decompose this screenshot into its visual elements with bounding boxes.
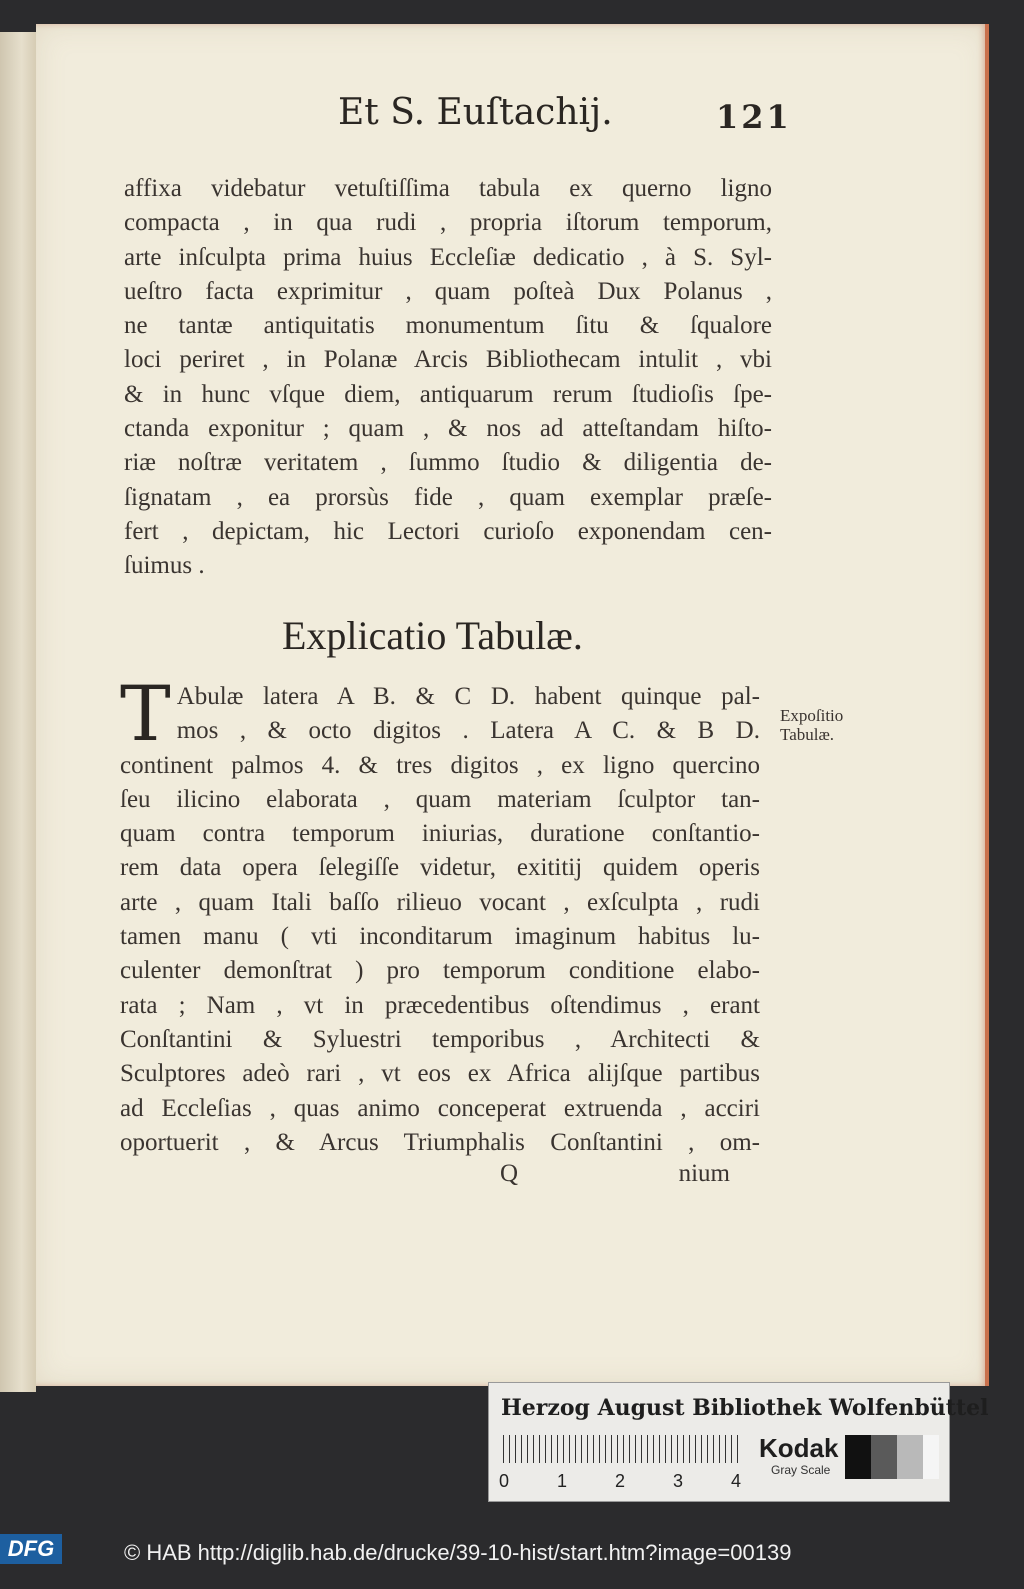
gray-swatch: [871, 1435, 897, 1479]
gray-swatch: [845, 1435, 871, 1479]
copyright-text: © HAB http://diglib.hab.de/drucke/39-10-hist/start.htm?image=00139: [124, 1540, 792, 1565]
running-title: Et S. Euſtachij.: [338, 92, 613, 133]
catchword-row: [500, 1160, 730, 1194]
text-line: affixa videbatur vetuſtiſſima tabula ex querno ligno: [124, 175, 772, 202]
paragraph-1: [124, 172, 772, 584]
marginal-note-line: Tabulæ.: [780, 725, 835, 744]
page-edge: [985, 24, 989, 1386]
color-calibration-card: [488, 1382, 989, 1502]
text-line: loci periret , in Polanæ Arcis Bibliothecam intulit , vbi: [124, 346, 772, 374]
brand-name: Kodak: [759, 1433, 839, 1463]
text-line: ctanda exponitur ; quam , & nos ad atteſtandam hiſto-: [124, 415, 772, 443]
ruler-label: 3: [673, 1471, 684, 1491]
text-line: culenter demonſtrat ) pro temporum conditione elabo-: [120, 957, 760, 985]
text-line: & in hunc vſque diem, antiquarum rerum ſtudioſis ſpe-: [124, 380, 772, 408]
text-line: arte inſculpta prima huius Eccleſiæ dedicatio , à S. Syl-: [124, 243, 772, 271]
drop-cap: T: [120, 669, 171, 758]
text-line: ſuimus .: [124, 552, 205, 580]
text-line: ne tantæ antiquitatis monumentum ſitu & ſqualore: [124, 312, 772, 340]
dfg-logo: DFG: [0, 1534, 62, 1564]
text-line: oportuerit , & Arcus Triumphalis Conſtantini , om-: [120, 1128, 760, 1156]
gray-swatch: [897, 1435, 923, 1479]
text-line: Conſtantini & Syluestri temporibus , Architecti &: [120, 1025, 760, 1053]
signature-mark: Q: [500, 1160, 519, 1187]
paragraph-2: [120, 669, 760, 1160]
text-line: compacta , in qua rudi , propria iſtorum temporum,: [124, 209, 772, 237]
ruler-labels: [499, 1471, 749, 1495]
text-line: mos , & octo digitos . Latera A C. & B D.: [176, 717, 760, 745]
text-line: arte , quam Itali baſſo rilieuo vocant , exſculpta , rudi: [120, 888, 760, 916]
footer-bar: [0, 1526, 1024, 1589]
text-line: ſignatam , ea prorsùs fide , quam exemplar præſe-: [124, 483, 772, 511]
text-line: ad Eccleſias , quas animo conceperat extruenda , acciri: [120, 1094, 760, 1122]
marginal-note: [780, 706, 880, 744]
card-title: Herzog August Bibliothek Wolfenbüttel: [501, 1395, 989, 1421]
ruler-label: 0: [499, 1471, 510, 1491]
ruler-label: 4: [731, 1471, 742, 1491]
ruler-label: 2: [615, 1471, 626, 1491]
ruler-label: 1: [557, 1471, 568, 1491]
text-line: riæ noſtræ veritatem , ſummo ſtudio & diligentia de-: [124, 449, 772, 477]
text-line: Abulæ latera A B. & C D. habent quinque pal-: [176, 683, 760, 710]
gray-swatch: [923, 1435, 939, 1479]
text-line: tamen manu ( vti inconditarum imaginum habitus lu-: [120, 923, 760, 951]
text-line: fert , depictam, hic Lectori curioſo exponendam cen-: [124, 517, 772, 545]
running-head: [290, 86, 810, 146]
text-line: rata ; Nam , vt in præcedentibus oſtendimus , erant: [120, 991, 760, 1019]
catchword: nium: [678, 1160, 730, 1187]
text-line: ueſtro facta exprimitur , quam poſteà Dux Polanus ,: [124, 277, 772, 305]
text-line: Sculptores adeò rari , vt eos ex Africa alijſque partibus: [120, 1060, 760, 1088]
section-heading: Explicatio Tabulæ.: [282, 613, 583, 658]
text-line: quam contra temporum iniurias, duratione conſtantio-: [120, 820, 760, 848]
text-line: rem data opera ſelegiſſe videtur, exititij quidem operis: [120, 854, 760, 882]
text-line: continent palmos 4. & tres digitos , ex ligno quercino: [120, 751, 760, 779]
page-number: 121: [716, 98, 792, 136]
marginal-note-line: Expoſitio: [780, 706, 844, 725]
text-line: ſeu ilicino elaborata , quam materiam ſculptor tan-: [120, 785, 760, 813]
ruler-scale: [503, 1435, 739, 1463]
brand-subtitle: Gray Scale: [771, 1463, 831, 1477]
facing-page-edge: [0, 32, 36, 1392]
